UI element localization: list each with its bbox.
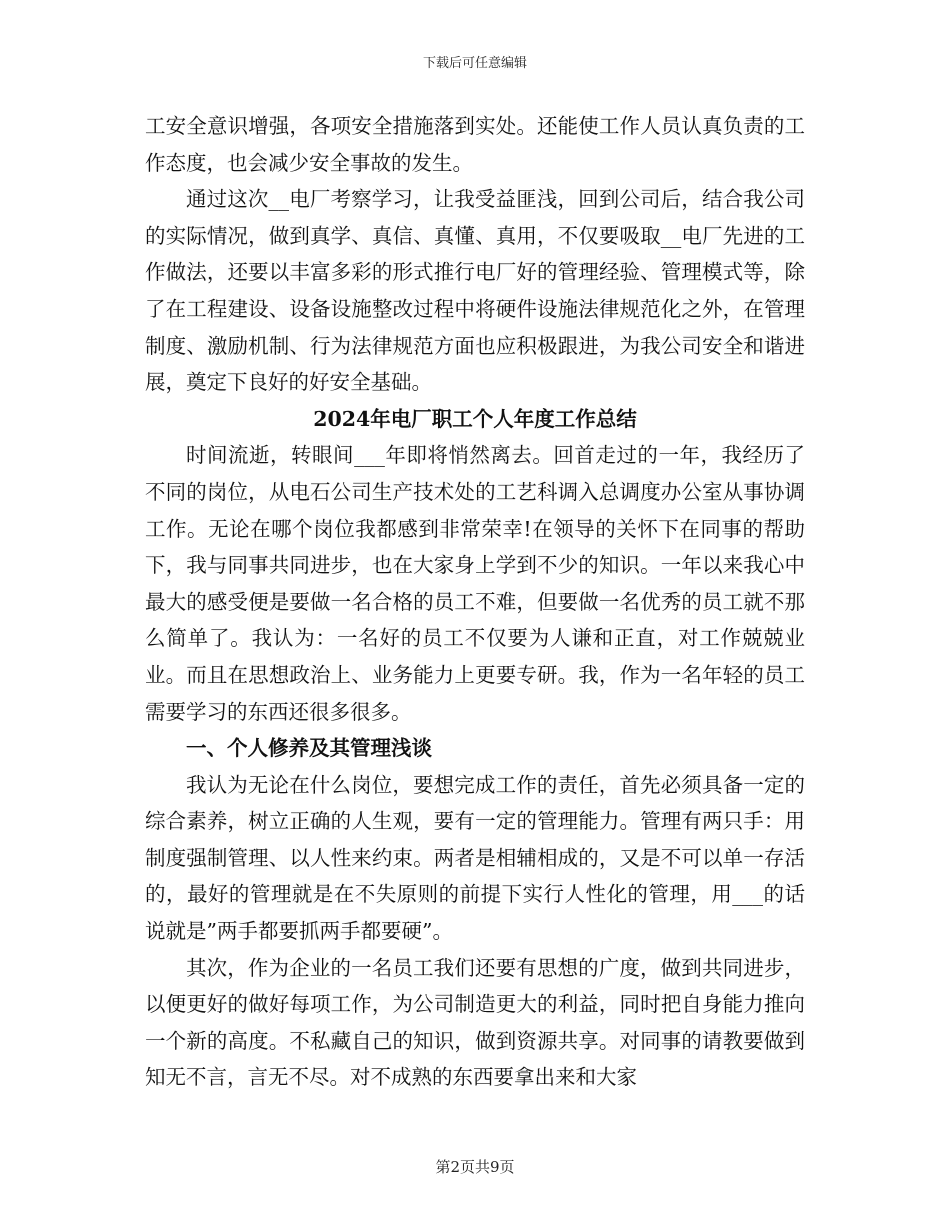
paragraph-study-summary: 通过这次__电厂考察学习，让我受益匪浅，回到公司后，结合我公司的实际情况，做到真学、真信、真懂、真用，不仅要吸取__电厂先进的工作做法，还要以丰富多彩的形式推行电厂好的管理经验、管理模式等，除了在工程建设、设备设施整改过程中将硬件设施法律规范化之外，在管理制度、激励机制、行为法律规范方面也应积极跟进，为我公司安全和谐进展，奠定下良好的好安全基础。 (145, 187, 805, 395)
document-body (145, 108, 805, 1096)
document-title: 2024年电厂职工个人年度工作总结 (313, 406, 637, 431)
paragraph-intro: 时间流逝，转眼间___年即将悄然离去。回首走过的一年，我经历了不同的岗位，从电石公司生产技术处的工艺科调入总调度办公室从事协调工作。无论在哪个岗位我都感到非常荣幸!在领导的关怀下在同事的帮助下，我与同事共同进步，也在大家身上学到不少的知识。一年以来我心中最大的感受便是要做一名合格的员工不难，但要做一名优秀的员工就不那么简单了。我认为：一名好的员工不仅要为人谦和正直，对工作兢兢业业。而且在思想政治上、业务能力上更要专研。我，作为一名年轻的员工需要学习的东西还很多很多。 (145, 443, 805, 724)
section-heading-1: 一、个人修养及其管理浅谈 (186, 736, 432, 761)
page-number: 第2页共9页 (435, 1158, 515, 1176)
paragraph-continued: 工安全意识增强，各项安全措施落到实处。还能使工作人员认真负责的工作态度，也会减少安全事故的发生。 (145, 114, 805, 175)
paragraph-secondly: 其次，作为企业的一名员工我们还要有思想的广度，做到共同进步，以便更好的做好每项工作，为公司制造更大的利益，同时把自身能力推向一个新的高度。不私藏自己的知识，做到资源共享。对同事的请教要做到知无不言，言无不尽。对不成熟的东西要拿出来和大家 (145, 955, 805, 1090)
paragraph-management: 我认为无论在什么岗位，要想完成工作的责任，首先必须具备一定的综合素养，树立正确的人生观，要有一定的管理能力。管理有两只手：用制度强制管理、以人性来约束。两者是相辅相成的，又是不可以单一存活的，最好的管理就是在不失原则的前提下实行人性化的管理，用___的话说就是”两手都要抓两手都要硬”。 (145, 772, 805, 944)
page-header: 下载后可任意编辑 (422, 56, 527, 71)
